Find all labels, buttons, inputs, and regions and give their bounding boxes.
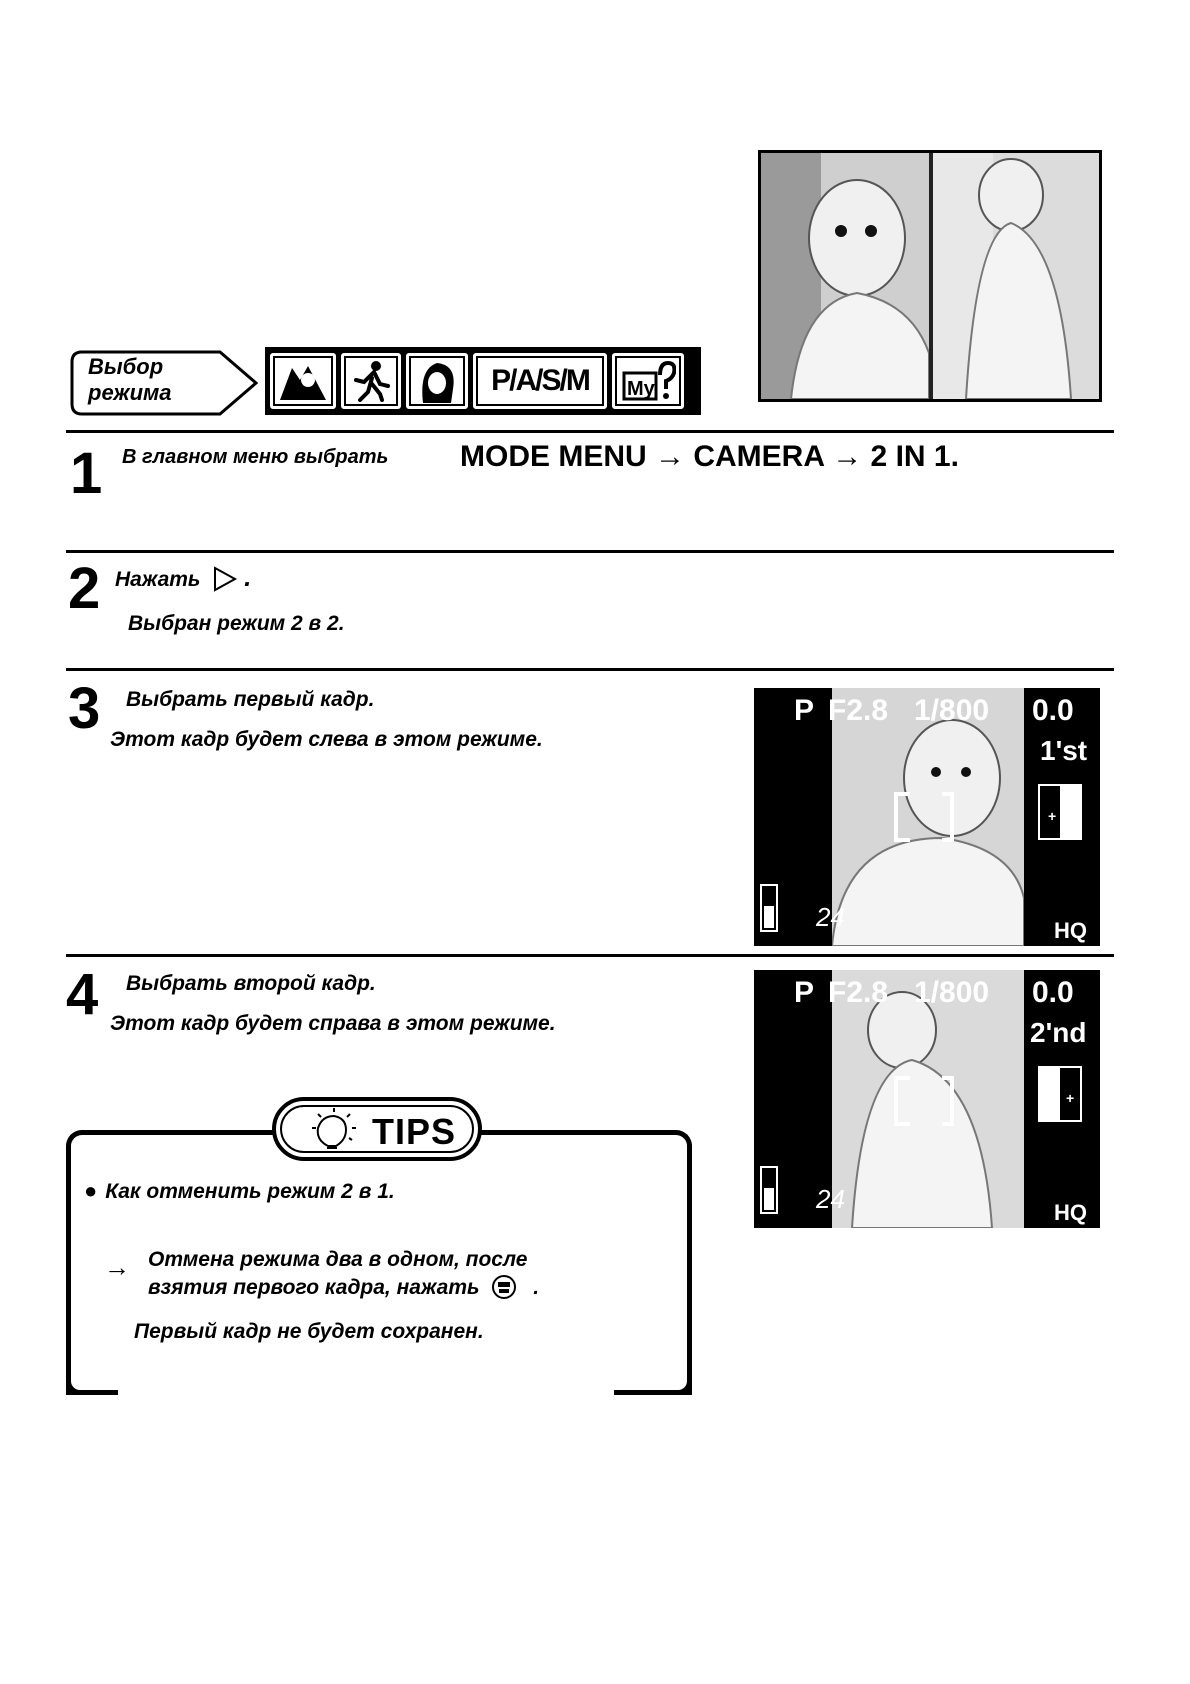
lcd-shot-count: 24	[816, 902, 845, 932]
lcd-frame-indicator: 2'nd	[1030, 1017, 1087, 1048]
step-3-line2: Этот кадр будет слева в этом режиме.	[110, 728, 543, 751]
svg-text:My: My	[627, 378, 655, 400]
lcd-aperture: F2.8	[828, 694, 889, 727]
pasm-mode	[473, 353, 607, 409]
tips-border	[614, 1390, 692, 1395]
step-1-menu-path: MODE MENU → CAMERA → 2 IN 1.	[460, 440, 959, 473]
lcd-shot-count: 24	[816, 1184, 845, 1214]
lcd-exposure: 0.0	[1032, 976, 1074, 1009]
divider	[66, 430, 1114, 433]
pasm-label: P/A/S/M	[491, 364, 589, 397]
step-1-number: 1	[70, 441, 103, 506]
tips-title: TIPS	[372, 1111, 457, 1152]
tips-arrow-line2-row	[148, 1274, 539, 1302]
tips-bullet-text: Как отменить режим 2 в 1.	[105, 1180, 395, 1203]
lcd-screen-first-frame	[754, 688, 1100, 946]
tips-arrow-line1: Отмена режима два в одном, после	[148, 1248, 528, 1271]
mode-select-label	[70, 350, 260, 412]
bullet-dot-icon: ●	[84, 1178, 98, 1203]
tips-note: Первый кадр не будет сохранен.	[134, 1320, 484, 1343]
arrow-right-icon: →	[104, 1252, 130, 1282]
split-frame-right-icon: +	[1038, 1066, 1082, 1122]
battery-icon	[760, 884, 778, 932]
tips-arrow-period: .	[533, 1276, 540, 1299]
portrait-icon	[406, 353, 468, 409]
lcd-aperture: F2.8	[828, 976, 889, 1009]
lcd-shutter: 1/800	[914, 976, 990, 1009]
step-2-period: .	[244, 562, 252, 592]
sport-icon	[341, 353, 401, 409]
landscape-portrait-icon	[270, 353, 336, 409]
right-arrow-button-icon	[212, 566, 238, 592]
step-2-number: 2	[68, 556, 101, 621]
lcd-shutter: 1/800	[914, 694, 990, 727]
step-4-line2: Этот кадр будет справа в этом режиме.	[110, 1012, 556, 1035]
af-target-bracket	[894, 792, 954, 842]
lcd-frame-indicator: 1'st	[1040, 735, 1088, 766]
step-2-line1	[115, 562, 251, 593]
step-2-action: Нажать	[115, 568, 201, 591]
lcd-quality: HQ	[1054, 918, 1087, 943]
lightbulb-icon	[304, 1106, 364, 1156]
mode-label-line1: Выбор	[88, 354, 164, 379]
step-1-prefix: В главном меню выбрать	[122, 446, 389, 468]
ok-button-icon	[491, 1274, 517, 1300]
my-mode-icon	[612, 353, 684, 409]
lcd-quality: HQ	[1054, 1200, 1087, 1225]
mode-icon-strip	[265, 347, 701, 415]
step-4-number: 4	[66, 962, 99, 1027]
step-3-line1: Выбрать первый кадр.	[126, 688, 375, 711]
step-2-line2: Выбран режим 2 в 2.	[128, 612, 345, 635]
tips-badge	[272, 1097, 482, 1161]
af-target-bracket	[894, 1076, 954, 1126]
divider	[66, 954, 1114, 957]
mode-label-line2: режима	[88, 380, 172, 405]
tips-arrow-text	[148, 1246, 539, 1302]
split-frame-left-icon: +	[1038, 784, 1082, 840]
step-1-text	[122, 446, 388, 469]
lcd-mode: P	[794, 694, 815, 727]
tips-arrow-line2: взятия первого кадра, нажать	[148, 1276, 480, 1299]
step-3-number: 3	[68, 676, 101, 741]
tips-border	[66, 1390, 118, 1395]
tips-bullet-item	[84, 1178, 395, 1204]
lcd-screen-second-frame	[754, 970, 1100, 1228]
baby-photo-illustration	[761, 153, 1099, 399]
battery-icon	[760, 1166, 778, 1214]
lcd-mode: P	[794, 976, 815, 1009]
step-4-line1: Выбрать второй кадр.	[126, 972, 376, 995]
divider	[66, 668, 1114, 671]
sample-photo-2in1	[758, 150, 1102, 402]
lcd-exposure: 0.0	[1032, 694, 1074, 727]
divider	[66, 550, 1114, 553]
